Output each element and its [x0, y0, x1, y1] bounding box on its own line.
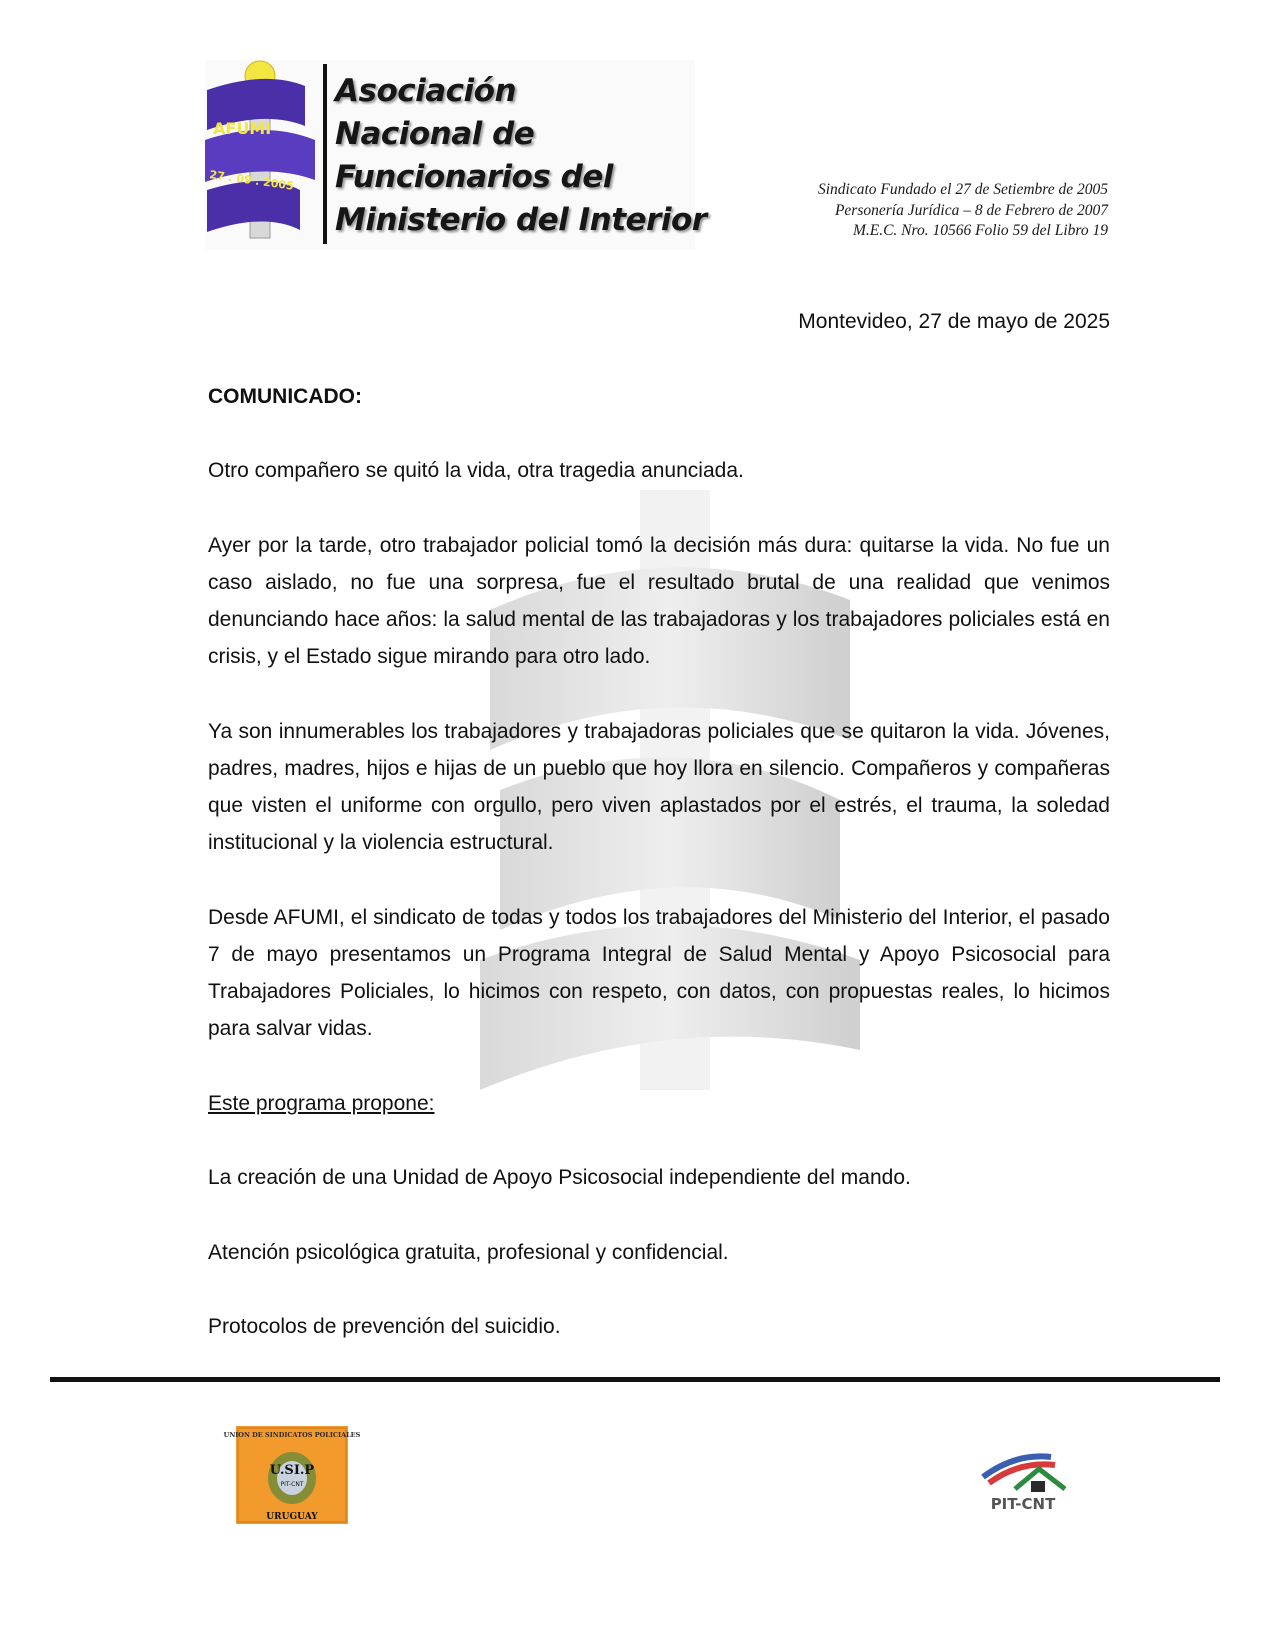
- org-name-line-3: Funcionarios del: [335, 159, 613, 195]
- organization-name: [335, 70, 707, 242]
- emblem-date: 27 . 09 . 2005: [208, 168, 295, 193]
- pitcnt-logo-icon: [975, 1443, 1073, 1513]
- org-name-line-4: Ministerio del Interior: [335, 202, 707, 238]
- header-logo: [205, 60, 707, 250]
- proposal-item: La creación de una Unidad de Apoyo Psicosocial independiente del mando.: [208, 1166, 911, 1189]
- legal-line-mec: M.E.C. Nro. 10566 Folio 59 del Libro 19: [852, 222, 1108, 239]
- usip-top-text: UNION DE SINDICATOS POLICIALES: [223, 1431, 361, 1439]
- proposal-item: Atención psicológica gratuita, profesional y confidencial.: [208, 1241, 729, 1264]
- pitcnt-text: PIT-CNT: [990, 1495, 1056, 1513]
- footer-divider: [50, 1377, 1220, 1382]
- legal-line-personeria: Personería Jurídica – 8 de Febrero de 2007: [834, 201, 1108, 219]
- org-name-line-2: Nacional de: [335, 116, 535, 152]
- paragraph-2: Ayer por la tarde, otro trabajador policial tomó la decisión más dura: quitarse la vida. No fue un caso aislado, no fue una sorpresa, fue el resultado brutal de una realidad que venimos denunciando hace años: la salud mental de las trabajadoras y los trabajadores policiales está en crisis, y el Estado sigue mirando para otro lado.: [208, 534, 1110, 668]
- afumi-emblem-icon: [205, 60, 325, 250]
- usip-logo-icon: [223, 1426, 361, 1524]
- usip-acronym: U.SI.P: [269, 1463, 315, 1478]
- emblem-acronym: AFUMI: [213, 119, 272, 138]
- program-heading-wrapper: [208, 1085, 1110, 1122]
- letter-heading: COMUNICADO:: [208, 385, 362, 408]
- legal-line-founded: Sindicato Fundado el 27 de Setiembre de 2005: [818, 181, 1108, 198]
- paragraph-1: Otro compañero se quitó la vida, otra tragedia anunciada.: [208, 459, 744, 482]
- legal-info: [688, 180, 1108, 242]
- letter-date: Montevideo, 27 de mayo de 2025: [798, 310, 1110, 333]
- usip-sub-text: PIT-CNT: [280, 1481, 304, 1488]
- header-divider: [323, 64, 327, 244]
- org-name-line-1: Asociación: [335, 73, 517, 109]
- paragraph-3: Ya son innumerables los trabajadores y trabajadoras policiales que se quitaron la vida. Jóvenes, padres, madres, hijos e hijas de un pueblo que hoy llora en silencio. Compañeros y compañeras que visten el uniforme con orgullo, pero viven aplastados por el estrés, el trauma, la soledad institucional y la violencia estructural.: [208, 720, 1110, 854]
- usip-bottom-text: URUGUAY: [266, 1512, 318, 1522]
- proposal-item: Protocolos de prevención del suicidio.: [208, 1315, 561, 1338]
- program-heading: Este programa propone:: [208, 1092, 435, 1115]
- paragraph-4: Desde AFUMI, el sindicato de todas y todos los trabajadores del Ministerio del Interior, el pasado 7 de mayo presentamos un Programa Integral de Salud Mental y Apoyo Psicosocial para Trabajadores Policiales, lo hicimos con respeto, con datos, con propuestas reales, lo hicimos para salvar vidas.: [208, 906, 1110, 1040]
